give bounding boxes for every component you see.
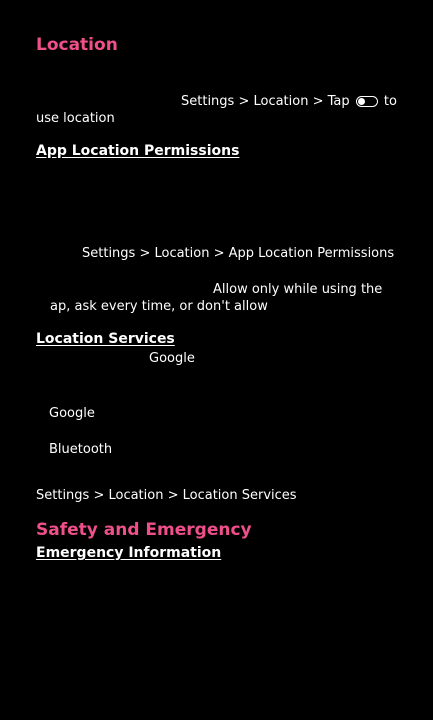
- location-settings-path: Settings > Location > Tap: [181, 94, 350, 109]
- safety-emergency-heading: Safety and Emergency: [36, 520, 252, 540]
- location-instruction-line1: [181, 94, 397, 110]
- location-instruction-line2: use location: [36, 111, 115, 126]
- app-permissions-options-line1: Allow only while using the: [213, 282, 383, 297]
- app-permissions-options-line2: ap, ask every time, or don't allow: [50, 299, 268, 314]
- emergency-information-heading: Emergency Information: [36, 545, 222, 561]
- location-services-bluetooth: Bluetooth: [49, 442, 113, 457]
- location-services-google-2: Google: [49, 406, 95, 421]
- app-location-permissions-heading: App Location Permissions: [36, 143, 240, 159]
- location-services-path: Settings > Location > Location Services: [36, 488, 297, 503]
- toggle-switch-icon: [356, 96, 378, 107]
- location-services-google-1: Google: [149, 351, 195, 366]
- location-instruction-suffix: to: [383, 94, 397, 109]
- location-services-heading: Location Services: [36, 331, 175, 347]
- location-heading: Location: [36, 35, 118, 55]
- app-permissions-path: Settings > Location > App Location Permissions: [82, 246, 395, 261]
